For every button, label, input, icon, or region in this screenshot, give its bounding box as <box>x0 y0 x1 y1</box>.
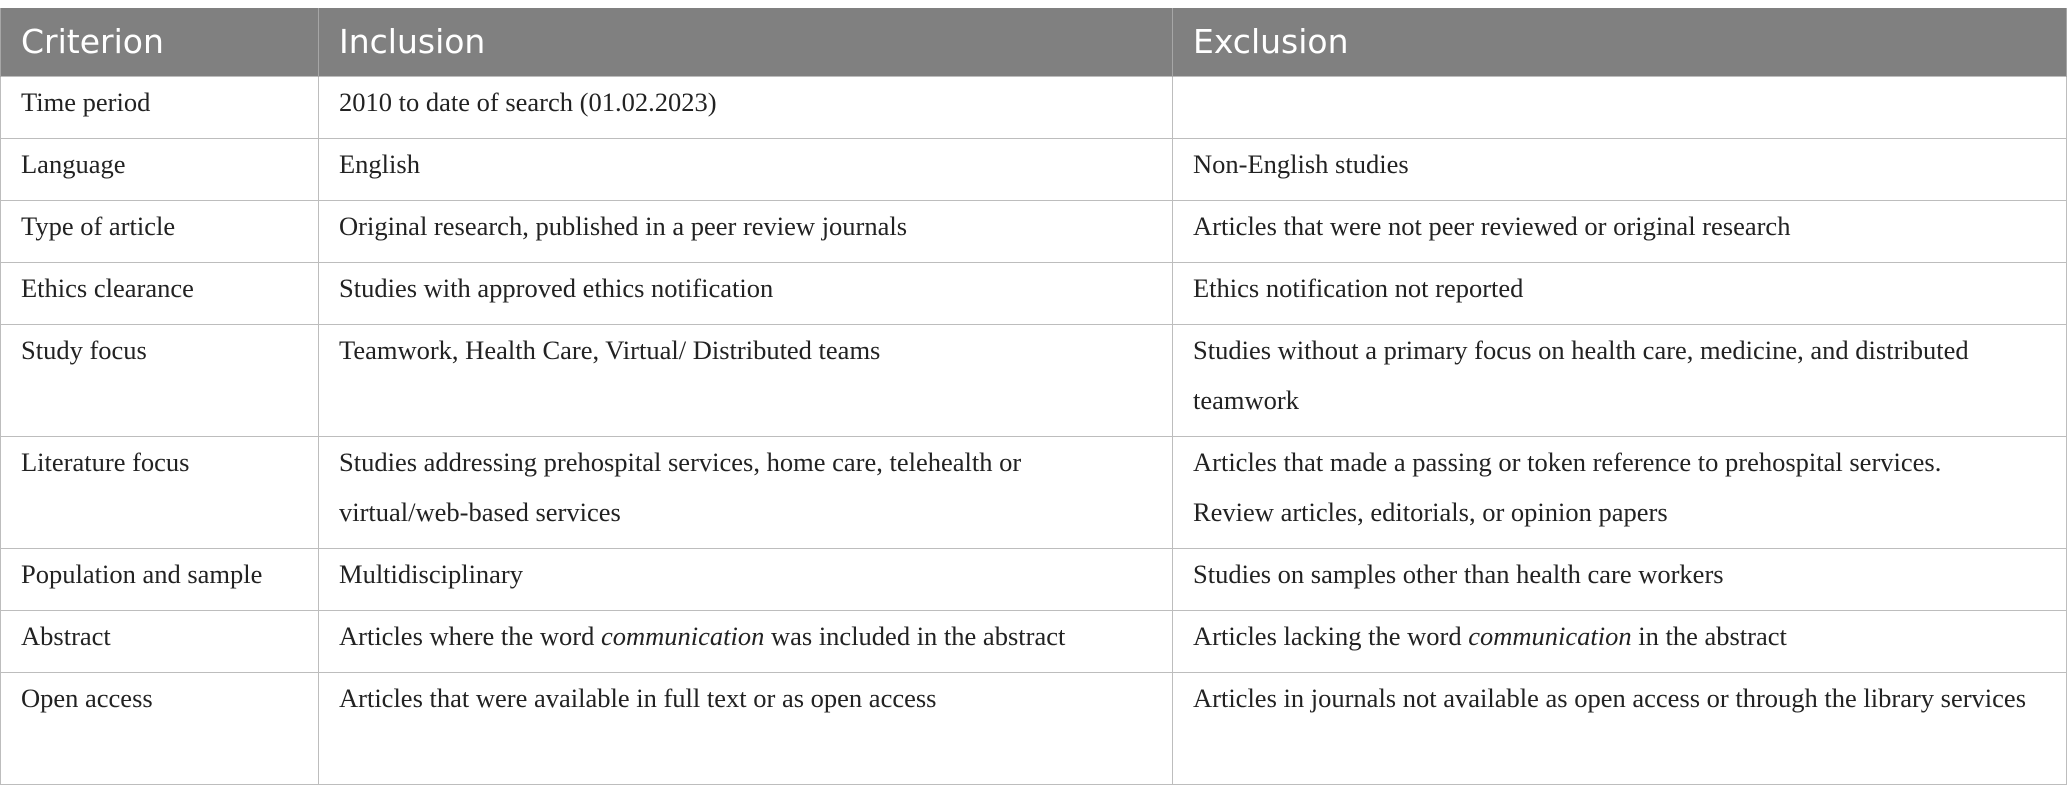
criterion-cell: Study focus <box>1 324 319 436</box>
table-row <box>1 76 2067 138</box>
header-inclusion: Inclusion <box>319 8 1173 76</box>
criteria-table-container <box>0 8 2067 785</box>
table-row <box>1 200 2067 262</box>
inclusion-cell: 2010 to date of search (01.02.2023) <box>319 76 1173 138</box>
inclusion-cell: Studies with approved ethics notification <box>319 262 1173 324</box>
table-row <box>1 672 2067 784</box>
inclusion-exclusion-criteria-table <box>0 8 2067 785</box>
exclusion-text: in the abstract <box>1631 620 1787 651</box>
criterion-cell: Population and sample <box>1 548 319 610</box>
table-row <box>1 548 2067 610</box>
criterion-cell: Type of article <box>1 200 319 262</box>
inclusion-cell: Articles that were available in full text or as open access <box>319 672 1173 784</box>
exclusion-cell: Studies on samples other than health care workers <box>1173 548 2067 610</box>
exclusion-cell: Articles in journals not available as open access or through the library services <box>1173 672 2067 784</box>
table-row <box>1 138 2067 200</box>
exclusion-text: Articles lacking the word <box>1193 620 1469 651</box>
criterion-cell: Ethics clearance <box>1 262 319 324</box>
criterion-cell: Abstract <box>1 610 319 672</box>
exclusion-cell: Non-English studies <box>1173 138 2067 200</box>
exclusion-cell <box>1173 436 2067 548</box>
header-exclusion: Exclusion <box>1173 8 2067 76</box>
exclusion-cell: Ethics notification not reported <box>1173 262 2067 324</box>
emphasis-term: communication <box>600 620 765 651</box>
table-row <box>1 610 2067 672</box>
inclusion-cell: Studies addressing prehospital services, home care, telehealth or virtual/web-based services <box>319 436 1173 548</box>
emphasis-term: communication <box>1468 620 1632 651</box>
table-row <box>1 324 2067 436</box>
inclusion-cell: Original research, published in a peer review journals <box>319 200 1173 262</box>
inclusion-cell: Teamwork, Health Care, Virtual/ Distributed teams <box>319 324 1173 436</box>
inclusion-cell: Multidisciplinary <box>319 548 1173 610</box>
criterion-cell: Time period <box>1 76 319 138</box>
exclusion-cell: Articles that were not peer reviewed or original research <box>1173 200 2067 262</box>
header-criterion: Criterion <box>1 8 319 76</box>
table-row <box>1 436 2067 548</box>
criterion-cell: Open access <box>1 672 319 784</box>
table-header-row <box>1 8 2067 76</box>
criterion-cell: Language <box>1 138 319 200</box>
exclusion-cell <box>1173 76 2067 138</box>
exclusion-cell: Studies without a primary focus on health care, medicine, and distributed teamwork <box>1173 324 2067 436</box>
inclusion-cell: English <box>319 138 1173 200</box>
inclusion-cell <box>319 610 1173 672</box>
inclusion-text: was included in the abstract <box>764 620 1066 651</box>
exclusion-line: Review articles, editorials, or opinion papers <box>1193 496 1668 527</box>
criterion-cell: Literature focus <box>1 436 319 548</box>
exclusion-line: Articles that made a passing or token reference to prehospital services. <box>1193 446 1942 477</box>
exclusion-cell <box>1173 610 2067 672</box>
table-row <box>1 262 2067 324</box>
inclusion-text: Articles where the word <box>339 620 601 651</box>
